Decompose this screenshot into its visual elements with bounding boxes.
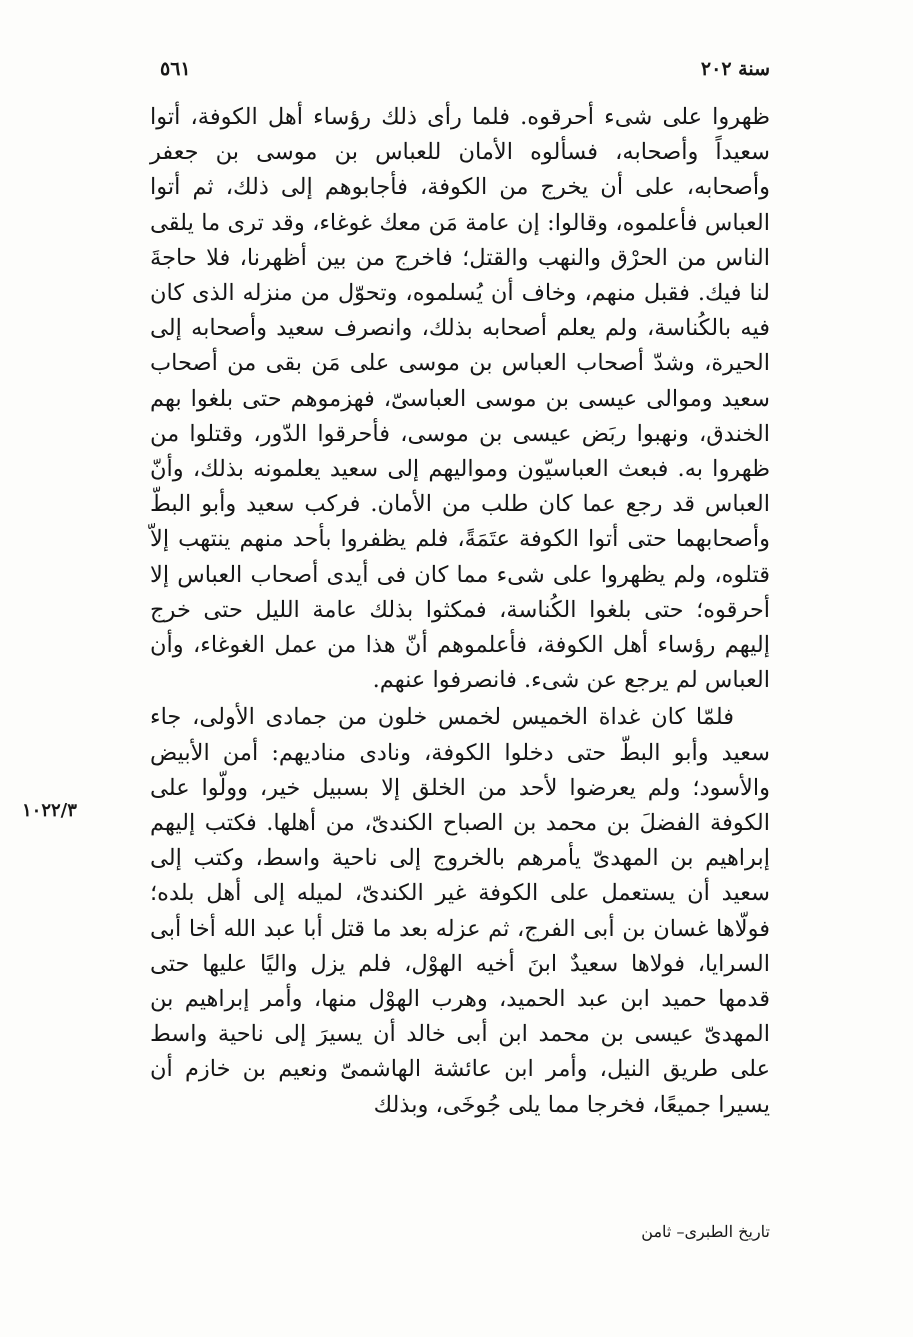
running-head — [160, 58, 770, 88]
marginal-reference: ١٠٢٢/٣ — [22, 800, 77, 821]
paragraph-2: فلمّا كان غداة الخميس لخمس خلون من جمادى الأولى، جاء سعيد وأبو البطّ حتى دخلوا الكوفة، ونادى مناديهم: أمن الأبيض والأسود؛ ولم يعرضوا لأحد من الخلق إلا بسبيل خير، وولّوا على الكوفة الفضلَ بن محمد بن الصباح الكندىّ، من أهلها. فكتب إليهم إبراهيم بن المهدىّ يأمرهم بالخروج إلى ناحية واسط، وكتب إلى سعيد أن يستعمل على الكوفة غير الكندىّ، لميله إلى أهل بلده؛ فولّاها غسان بن أبى الفرج، ثم عزله بعد ما قتل أبا عبد الله أخا أبى السرايا، فولاها سعيدٌ ابنَ أخيه الهوْل، فلم يزل واليًا عليها حتى قدمها حميد ابن عبد الحميد، وهرب الهوْل منها، وأمر إبراهيم بن المهدىّ عيسى بن محمد ابن أبى خالد أن يسيرَ إلى ناحية واسط على طريق النيل، وأمر ابن عائشة الهاشمىّ ونعيم بن خازم أن يسيرا جميعًا، فخرجا مما يلى جُوخَى، وبذلك — [150, 704, 770, 1118]
running-head-year: سنة ٢٠٢ — [700, 58, 770, 80]
page-number: ٥٦١ — [160, 58, 191, 80]
footer-signature: تاريخ الطبرى– ثامن — [641, 1222, 770, 1241]
body-text — [150, 100, 770, 1123]
paragraph-1: ظهروا على شىء أحرقوه. فلما رأى ذلك رؤساء أهل الكوفة، أتوا سعيداً وأصحابه، فسألوه الأمان للعباس بن موسى بن جعفر وأصحابه، على أن يخرج من الكوفة، فأجابوهم إلى ذلك، ثم أتوا العباس فأعلموه، وقالوا: إن عامة مَن معك غوغاء، وقد ترى ما يلقى الناس من الحرْق والنهب والقتل؛ فاخرج من بين أظهرنا، فلا حاجةَ لنا فيك. فقبل منهم، وخاف أن يُسلموه، وتحوّل من منزله الذى كان فيه بالكُناسة، ولم يعلم أصحابه بذلك، وانصرف سعيد وأصحابه إلى الحيرة، وشدّ أصحاب العباس بن موسى على مَن بقى من أصحاب سعيد وموالى عيسى بن موسى العباسىّ، فهزموهم حتى بلغوا بهم الخندق، ونهبوا ربَض عيسى بن موسى، فأحرقوا الدّور، وقتلوا من ظهروا به. فبعث العباسيّون ومواليهم إلى سعيد يعلمونه بذلك، وأنّ العباس قد رجع عما كان طلب من الأمان. فركب سعيد وأبو البطّ وأصحابهما حتى أتوا الكوفة عتَمَةً، فلم يظفروا بأحد منهم ينتهب إلاّ قتلوه، ولم يظهروا على شىء مما كان فى أيدى أصحاب العباس إلا أحرقوه؛ حتى بلغوا الكُناسة، فمكثوا بذلك عامة الليل حتى خرج إليهم رؤساء أهل الكوفة، فأعلموهم أنّ هذا من عمل الغوغاء، وأن العباس لم يرجع عن شىء. فانصرفوا عنهم. — [150, 104, 770, 694]
